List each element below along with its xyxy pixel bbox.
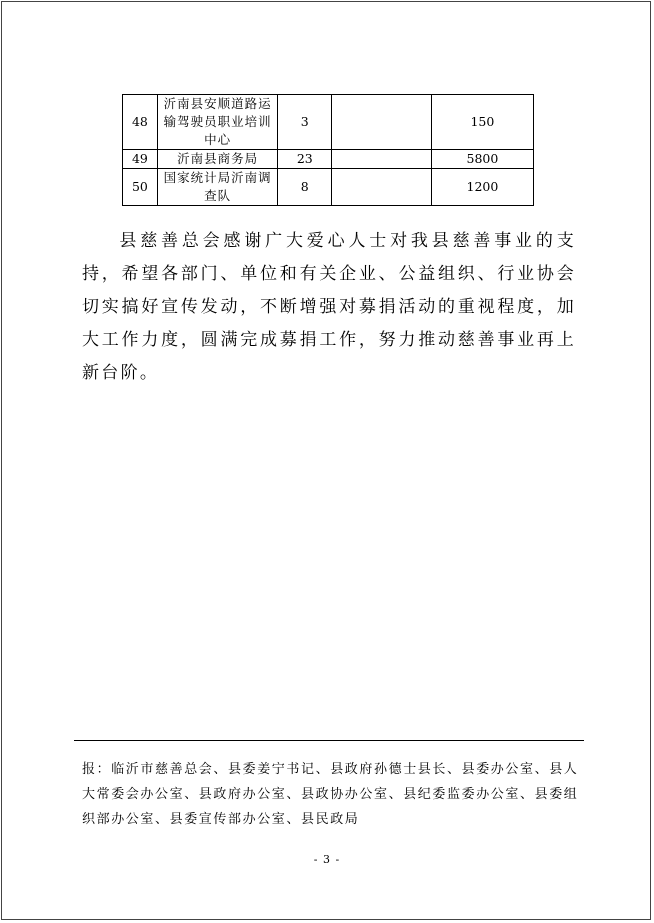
- page-number: - 3 -: [313, 853, 341, 866]
- table-row: [123, 95, 534, 150]
- row-blank: [332, 169, 432, 206]
- body-paragraph: 县慈善总会感谢广大爱心人士对我县慈善事业的支持，希望各部门、单位和有关企业、公益组织、行业协会切实搞好宣传发动，不断增强对募捐活动的重视程度，加大工作力度，圆满完成募捐工作，努力推动慈善事业再上新台阶。: [82, 231, 576, 383]
- row-index: 50: [123, 169, 158, 206]
- row-unit-name: 国家统计局沂南调查队: [157, 169, 278, 206]
- row-amount: 1200: [431, 169, 533, 206]
- row-blank: [332, 150, 432, 169]
- report-recipients: 报：临沂市慈善总会、县委姜宁书记、县政府孙德士县长、县委办公室、县人大常委会办公室、县政府办公室、县政协办公室、县纪委监委办公室、县委组织部办公室、县委宣传部办公室、县民政局: [82, 762, 579, 827]
- table-row: [123, 150, 534, 169]
- row-blank: [332, 95, 432, 150]
- row-amount: 5800: [431, 150, 533, 169]
- row-count: 3: [278, 95, 332, 150]
- row-index: 49: [123, 150, 158, 169]
- table-row: [123, 169, 534, 206]
- row-count: 8: [278, 169, 332, 206]
- row-count: 23: [278, 150, 332, 169]
- donation-table: [122, 94, 534, 206]
- row-amount: 150: [431, 95, 533, 150]
- row-unit-name: 沂南县安顺道路运输驾驶员职业培训中心: [157, 95, 278, 150]
- divider-line: [74, 740, 584, 741]
- row-unit-name: 沂南县商务局: [157, 150, 278, 169]
- row-index: 48: [123, 95, 158, 150]
